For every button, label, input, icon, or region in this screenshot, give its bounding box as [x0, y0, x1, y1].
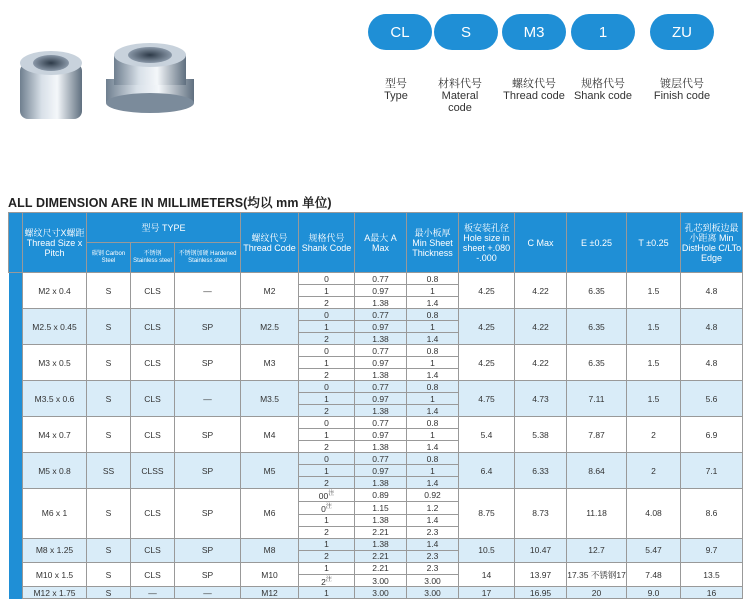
- cell-min-dist: 4.8: [681, 309, 743, 345]
- table-row: [9, 489, 743, 502]
- shank-pill: 1: [571, 14, 635, 50]
- dimension-table: [8, 212, 743, 599]
- cell-min-sheet: 1: [407, 465, 459, 477]
- cell-stainless: CLS: [131, 309, 175, 345]
- cell-c-max: 16.95: [515, 587, 567, 599]
- cell-carbon: S: [87, 538, 131, 562]
- cell-shank-code: 1: [299, 393, 355, 405]
- cell-hole-size: 5.4: [459, 417, 515, 453]
- cell-carbon: S: [87, 381, 131, 417]
- th-type: 型号 TYPE: [87, 213, 241, 243]
- th-hole-size: 板安装孔径 Hole size in sheet +.080 -.000: [459, 213, 515, 273]
- cell-thread-code: M12: [241, 587, 299, 599]
- cell-t: 1.5: [627, 345, 681, 381]
- cell-a-max: 0.97: [355, 429, 407, 441]
- table-body: [9, 273, 743, 599]
- cell-hole-size: 4.25: [459, 309, 515, 345]
- cell-shank-code: 2: [299, 297, 355, 309]
- finish-label: 镀层代号 Finish code: [653, 78, 711, 102]
- cell-min-sheet: 0.8: [407, 273, 459, 285]
- cell-carbon: S: [87, 345, 131, 381]
- cell-min-sheet: 1.4: [407, 538, 459, 550]
- cell-min-sheet: 1: [407, 321, 459, 333]
- cell-min-sheet: 0.8: [407, 381, 459, 393]
- cell-thread-size: M10 x 1.5: [23, 562, 87, 587]
- cell-a-max: 3.00: [355, 587, 407, 599]
- cell-min-dist: 4.8: [681, 273, 743, 309]
- cell-a-max: 0.77: [355, 453, 407, 465]
- cell-shank-code: 2: [299, 441, 355, 453]
- cell-min-dist: 13.5: [681, 562, 743, 587]
- stripe-header: [9, 213, 23, 273]
- cell-stainless: CLS: [131, 417, 175, 453]
- cell-stainless: CLS: [131, 489, 175, 539]
- row-stripe: [9, 453, 23, 489]
- cell-hardened: SP: [175, 538, 241, 562]
- cell-stainless: CLS: [131, 273, 175, 309]
- cell-thread-size: M3.5 x 0.6: [23, 381, 87, 417]
- cell-hole-size: 4.25: [459, 345, 515, 381]
- cell-min-dist: 4.8: [681, 345, 743, 381]
- cell-stainless: CLS: [131, 538, 175, 562]
- cell-carbon: S: [87, 587, 131, 599]
- th-min-sheet: 最小板厚 Min Sheet Thickness: [407, 213, 459, 273]
- cell-min-dist: 7.1: [681, 453, 743, 489]
- cell-min-sheet: 1: [407, 357, 459, 369]
- cell-e: 20: [567, 587, 627, 599]
- cell-thread-size: M12 x 1.75: [23, 587, 87, 599]
- cell-shank-code: 0: [299, 417, 355, 429]
- table-row: [9, 562, 743, 574]
- cell-a-max: 2.21: [355, 550, 407, 562]
- cell-a-max: 0.97: [355, 465, 407, 477]
- cell-hardened: —: [175, 587, 241, 599]
- table-row: [9, 345, 743, 357]
- cell-e: 17.35 不锈钢17: [567, 562, 627, 587]
- row-stripe: [9, 381, 23, 417]
- cell-carbon: S: [87, 489, 131, 539]
- cell-hardened: SP: [175, 309, 241, 345]
- cell-t: 5.47: [627, 538, 681, 562]
- cell-thread-size: M8 x 1.25: [23, 538, 87, 562]
- cell-shank-code: 1: [299, 321, 355, 333]
- cell-min-sheet: 1: [407, 429, 459, 441]
- cell-min-sheet: 1.4: [407, 477, 459, 489]
- cell-min-dist: 6.9: [681, 417, 743, 453]
- th-shank-code: 规格代号 Shank Code: [299, 213, 355, 273]
- cell-min-sheet: 0.8: [407, 417, 459, 429]
- cell-shank-code: 1: [299, 285, 355, 297]
- cell-t: 2: [627, 453, 681, 489]
- cell-a-max: 0.77: [355, 417, 407, 429]
- cell-stainless: CLS: [131, 381, 175, 417]
- cell-carbon: S: [87, 273, 131, 309]
- cell-min-sheet: 0.8: [407, 453, 459, 465]
- th-thread-size: 螺纹尺寸X螺距 Thread Size x Pitch: [23, 213, 87, 273]
- th-min-dist: 孔芯到板边最小距离 Min DistHole C/LTo Edge: [681, 213, 743, 273]
- cell-shank-code: 2: [299, 477, 355, 489]
- cell-min-sheet: 0.8: [407, 345, 459, 357]
- cell-shank-code: 0: [299, 381, 355, 393]
- cell-a-max: 1.38: [355, 369, 407, 381]
- cell-stainless: CLS: [131, 345, 175, 381]
- cell-shank-code: 2: [299, 526, 355, 538]
- cell-min-sheet: 3.00: [407, 574, 459, 587]
- cell-shank-code: 1: [299, 514, 355, 526]
- cell-a-max: 1.38: [355, 297, 407, 309]
- cell-min-sheet: 3.00: [407, 587, 459, 599]
- cell-hardened: SP: [175, 562, 241, 587]
- cell-c-max: 4.22: [515, 345, 567, 381]
- type-label: 型号 Type: [384, 78, 408, 102]
- cell-min-dist: 16: [681, 587, 743, 599]
- cell-shank-code: 1: [299, 587, 355, 599]
- cell-a-max: 1.38: [355, 405, 407, 417]
- thread-label: 螺纹代号 Thread code: [503, 78, 565, 102]
- th-a-max: A最大 A Max: [355, 213, 407, 273]
- cell-min-sheet: 1.4: [407, 514, 459, 526]
- cell-thread-code: M3: [241, 345, 299, 381]
- finish-pill: ZU: [650, 14, 714, 50]
- cell-shank-code: 2: [299, 405, 355, 417]
- cell-e: 11.18: [567, 489, 627, 539]
- cell-hardened: SP: [175, 345, 241, 381]
- cell-shank-code: 0: [299, 309, 355, 321]
- row-stripe: [9, 345, 23, 381]
- cell-e: 7.11: [567, 381, 627, 417]
- cell-a-max: 1.38: [355, 514, 407, 526]
- cell-thread-code: M2.5: [241, 309, 299, 345]
- cell-shank-code: 0: [299, 273, 355, 285]
- cell-thread-code: M3.5: [241, 381, 299, 417]
- cell-shank-code: 1: [299, 538, 355, 550]
- cell-a-max: 1.38: [355, 333, 407, 345]
- cell-e: 12.7: [567, 538, 627, 562]
- cell-thread-size: M2.5 x 0.45: [23, 309, 87, 345]
- cell-min-sheet: 1.4: [407, 369, 459, 381]
- cell-e: 8.64: [567, 453, 627, 489]
- cell-min-sheet: 1.4: [407, 297, 459, 309]
- table-row: [9, 309, 743, 321]
- cell-thread-size: M2 x 0.4: [23, 273, 87, 309]
- row-stripe: [9, 587, 23, 599]
- cell-thread-code: M6: [241, 489, 299, 539]
- cell-hole-size: 6.4: [459, 453, 515, 489]
- row-stripe: [9, 538, 23, 562]
- cell-c-max: 5.38: [515, 417, 567, 453]
- cell-hardened: SP: [175, 453, 241, 489]
- row-stripe: [9, 309, 23, 345]
- cell-min-dist: 8.6: [681, 489, 743, 539]
- cell-carbon: S: [87, 417, 131, 453]
- cell-a-max: 0.97: [355, 357, 407, 369]
- cell-a-max: 2.21: [355, 526, 407, 538]
- cell-stainless: CLSS: [131, 453, 175, 489]
- cell-t: 1.5: [627, 381, 681, 417]
- cell-hole-size: 4.75: [459, 381, 515, 417]
- cell-thread-code: M5: [241, 453, 299, 489]
- cell-shank-code: 1: [299, 429, 355, 441]
- cell-a-max: 0.77: [355, 273, 407, 285]
- cell-min-sheet: 0.92: [407, 489, 459, 502]
- type-pill: CL: [368, 14, 432, 50]
- cell-thread-size: M4 x 0.7: [23, 417, 87, 453]
- cell-hole-size: 14: [459, 562, 515, 587]
- cell-a-max: 0.97: [355, 321, 407, 333]
- cell-min-sheet: 2.3: [407, 562, 459, 574]
- cell-t: 7.48: [627, 562, 681, 587]
- cell-shank-code: 2: [299, 333, 355, 345]
- cell-hardened: SP: [175, 489, 241, 539]
- cell-carbon: SS: [87, 453, 131, 489]
- cell-a-max: 0.77: [355, 345, 407, 357]
- cell-shank-code: 2: [299, 369, 355, 381]
- th-hardened: 不锈钢加硬 Hardened Stainless steel: [175, 243, 241, 273]
- cell-a-max: 2.21: [355, 562, 407, 574]
- cell-thread-code: M2: [241, 273, 299, 309]
- cell-a-max: 1.38: [355, 477, 407, 489]
- cell-shank-code: 2: [299, 550, 355, 562]
- cell-e: 6.35: [567, 345, 627, 381]
- cell-min-dist: 9.7: [681, 538, 743, 562]
- row-stripe: [9, 273, 23, 309]
- cell-hole-size: 8.75: [459, 489, 515, 539]
- table-row: [9, 381, 743, 393]
- cell-c-max: 4.22: [515, 273, 567, 309]
- cell-c-max: 4.73: [515, 381, 567, 417]
- cell-a-max: 0.97: [355, 285, 407, 297]
- cell-shank-code: 1: [299, 465, 355, 477]
- row-stripe: [9, 489, 23, 539]
- cell-min-sheet: 1.4: [407, 405, 459, 417]
- th-t: T ±0.25: [627, 213, 681, 273]
- cell-hole-size: 4.25: [459, 273, 515, 309]
- row-stripe: [9, 417, 23, 453]
- cell-e: 7.87: [567, 417, 627, 453]
- cell-shank-code: 0: [299, 453, 355, 465]
- table-row: [9, 538, 743, 550]
- shank-label: 规格代号 Shank code: [573, 78, 633, 102]
- cell-carbon: S: [87, 309, 131, 345]
- table-row: [9, 453, 743, 465]
- th-carbon: 碳钢 Carbon Steel: [87, 243, 131, 273]
- section-heading: ALL DIMENSION ARE IN MILLIMETERS(均以 mm 单位): [8, 196, 332, 210]
- cell-min-sheet: 1.4: [407, 441, 459, 453]
- cell-t: 2: [627, 417, 681, 453]
- cell-hardened: —: [175, 273, 241, 309]
- material-label: 材料代号 Materal code: [438, 78, 482, 114]
- cell-min-sheet: 1.4: [407, 333, 459, 345]
- cell-stainless: CLS: [131, 562, 175, 587]
- cell-carbon: S: [87, 562, 131, 587]
- cell-hole-size: 10.5: [459, 538, 515, 562]
- row-stripe: [9, 562, 23, 587]
- th-thread-code: 螺纹代号 Thread Code: [241, 213, 299, 273]
- material-pill: S: [434, 14, 498, 50]
- cell-min-sheet: 1: [407, 285, 459, 297]
- cell-thread-code: M8: [241, 538, 299, 562]
- cell-a-max: 1.15: [355, 501, 407, 514]
- cell-t: 9.0: [627, 587, 681, 599]
- cell-thread-size: M6 x 1: [23, 489, 87, 539]
- cell-min-dist: 5.6: [681, 381, 743, 417]
- th-c-max: C Max: [515, 213, 567, 273]
- cell-thread-code: M4: [241, 417, 299, 453]
- cell-t: 1.5: [627, 273, 681, 309]
- cell-e: 6.35: [567, 309, 627, 345]
- cell-shank-code: 0: [299, 345, 355, 357]
- cell-shank-code: 1: [299, 562, 355, 574]
- cell-e: 6.35: [567, 273, 627, 309]
- cell-a-max: 1.38: [355, 441, 407, 453]
- cell-shank-code: $2^注$: [299, 574, 355, 587]
- cell-t: 4.08: [627, 489, 681, 539]
- cell-min-sheet: 1.2: [407, 501, 459, 514]
- product-photo: [8, 35, 208, 145]
- cell-shank-code: $00^注$: [299, 489, 355, 502]
- thread-pill: M3: [502, 14, 566, 50]
- cell-a-max: 1.38: [355, 538, 407, 550]
- cell-shank-code: $0^注$: [299, 501, 355, 514]
- cell-c-max: 4.22: [515, 309, 567, 345]
- cell-min-sheet: 1: [407, 393, 459, 405]
- cell-stainless: —: [131, 587, 175, 599]
- cell-thread-code: M10: [241, 562, 299, 587]
- cell-c-max: 8.73: [515, 489, 567, 539]
- cell-t: 1.5: [627, 309, 681, 345]
- cell-shank-code: 1: [299, 357, 355, 369]
- cell-c-max: 13.97: [515, 562, 567, 587]
- cell-c-max: 6.33: [515, 453, 567, 489]
- cell-min-sheet: 2.3: [407, 526, 459, 538]
- cell-min-sheet: 0.8: [407, 309, 459, 321]
- cell-a-max: 3.00: [355, 574, 407, 587]
- cell-a-max: 0.89: [355, 489, 407, 502]
- table-row: [9, 587, 743, 599]
- cell-hole-size: 17: [459, 587, 515, 599]
- table-row: [9, 273, 743, 285]
- cell-a-max: 0.97: [355, 393, 407, 405]
- cell-thread-size: M5 x 0.8: [23, 453, 87, 489]
- cell-min-sheet: 2.3: [407, 550, 459, 562]
- part-number-breakdown: [368, 14, 728, 114]
- table-row: [9, 417, 743, 429]
- cell-thread-size: M3 x 0.5: [23, 345, 87, 381]
- cell-a-max: 0.77: [355, 381, 407, 393]
- th-e: E ±0.25: [567, 213, 627, 273]
- cell-c-max: 10.47: [515, 538, 567, 562]
- th-stainless: 不锈钢 Stainless steel: [131, 243, 175, 273]
- cell-hardened: —: [175, 381, 241, 417]
- cell-hardened: SP: [175, 417, 241, 453]
- cell-a-max: 0.77: [355, 309, 407, 321]
